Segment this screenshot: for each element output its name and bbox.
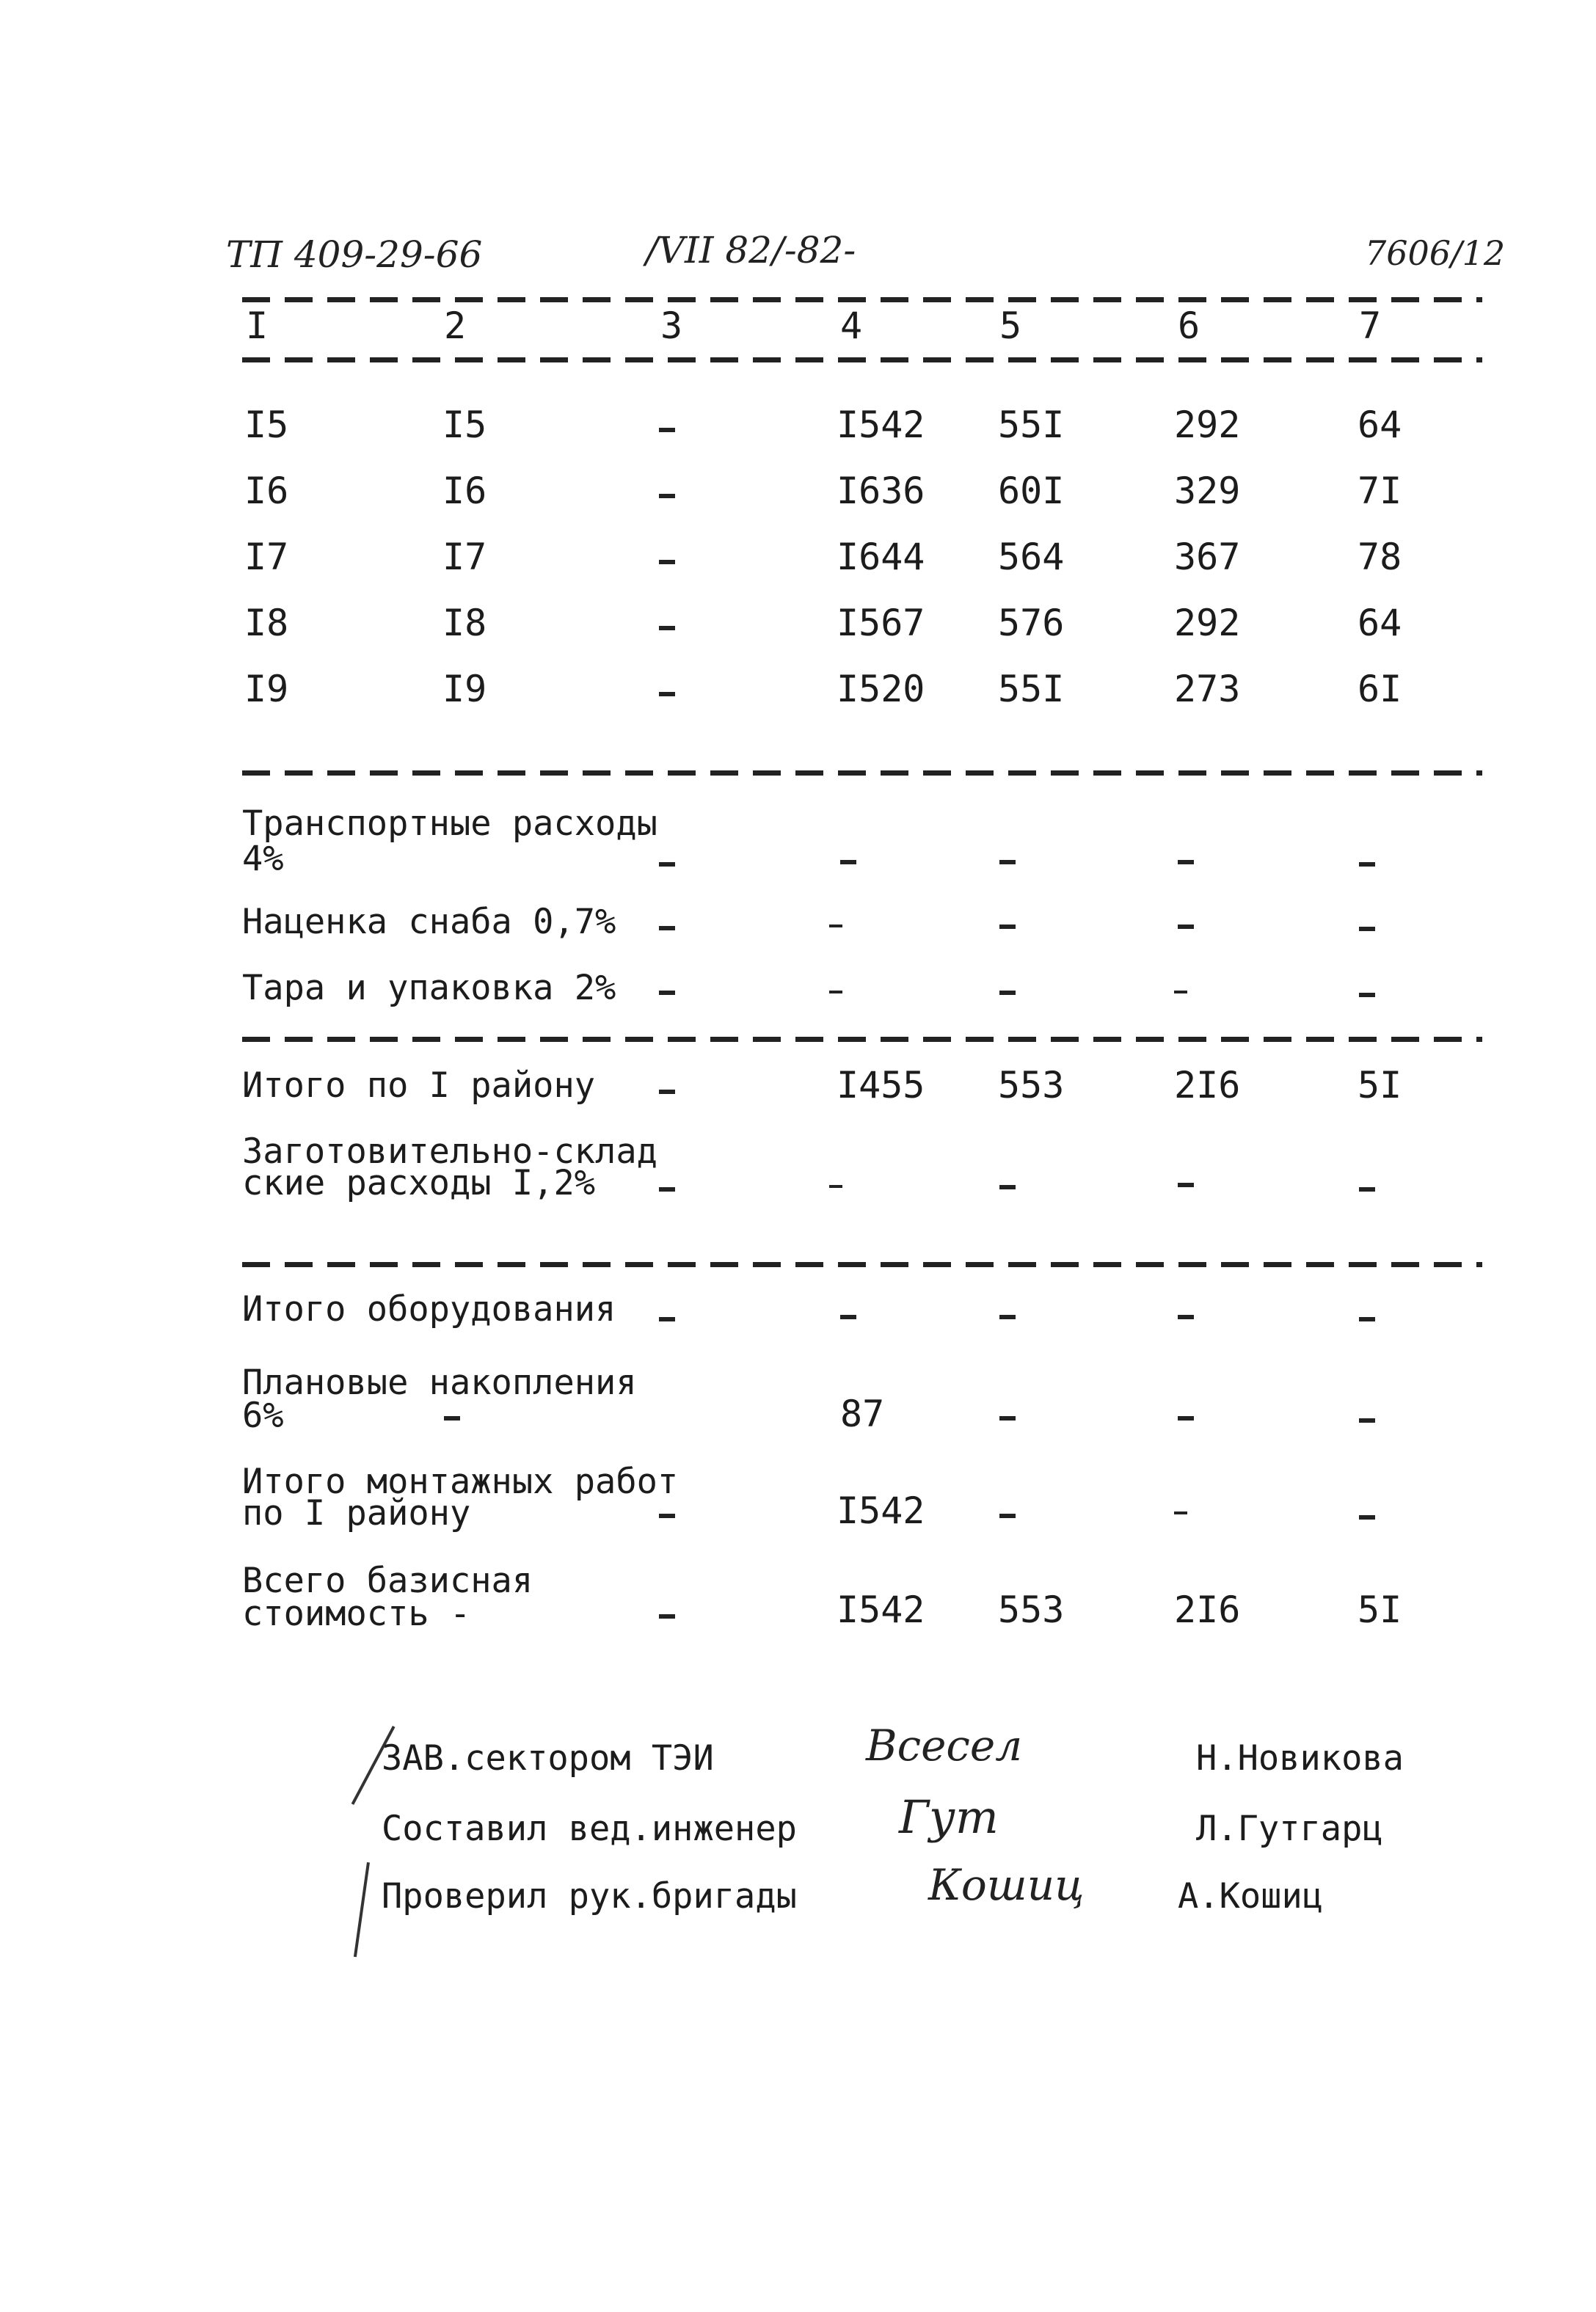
dash-mark: [1178, 1416, 1194, 1421]
cell: 78: [1358, 536, 1402, 578]
dash-mark: [1359, 927, 1375, 931]
item-label: Итого по I району: [242, 1065, 596, 1106]
dash-mark: [659, 926, 675, 930]
cell: I5: [442, 404, 487, 446]
dash-mark: [829, 1185, 842, 1188]
cell: 5I: [1358, 1064, 1402, 1106]
item-label: 6%: [242, 1396, 284, 1436]
dash-mark: [999, 1315, 1016, 1319]
dash-mark: [1359, 1317, 1375, 1321]
cell: I8: [442, 602, 487, 644]
dash-mark: [1359, 1515, 1375, 1520]
cell: I636: [837, 470, 925, 512]
cell: I7: [442, 536, 487, 578]
cell: 87: [840, 1393, 885, 1435]
cell: 7I: [1358, 470, 1402, 512]
cell: I9: [244, 668, 289, 710]
item-label: Тара и упаковка 2%: [242, 968, 616, 1008]
cell: 292: [1174, 404, 1241, 446]
signatory-name: Н.Новикова: [1196, 1738, 1404, 1779]
dash-mark: [999, 991, 1016, 995]
dash-mark: [829, 991, 842, 993]
item-label: Заготовительно-склад: [242, 1131, 657, 1172]
cell: 55I: [998, 668, 1065, 710]
cell: I9: [442, 668, 487, 710]
dash-mark: [444, 1416, 460, 1421]
cell: 5I: [1358, 1589, 1402, 1631]
cell: 273: [1174, 668, 1241, 710]
item-label: 4%: [242, 839, 284, 879]
dash-mark: [659, 1614, 675, 1619]
cell: 55I: [998, 404, 1065, 446]
album-number: /VII 82/-82-: [646, 229, 856, 271]
dash-mark: [1178, 925, 1194, 929]
dash-mark: [659, 494, 675, 498]
dash-mark: [1178, 860, 1194, 864]
cell: I6: [244, 470, 289, 512]
col-header-2: 2: [444, 305, 467, 347]
dash-mark: [999, 1514, 1016, 1518]
cell: 576: [998, 602, 1065, 644]
signature-mark: Всесел: [866, 1721, 1023, 1771]
dash-mark: [1174, 991, 1187, 993]
cell: 6I: [1358, 668, 1402, 710]
cell: I455: [837, 1064, 925, 1106]
cell: I5: [244, 404, 289, 446]
dash-mark: [659, 560, 675, 564]
dash-mark: [659, 1317, 675, 1321]
item-label: ские расходы I,2%: [242, 1163, 596, 1203]
cell: 64: [1358, 404, 1402, 446]
cell: 60I: [998, 470, 1065, 512]
item-label: Транспортные расходы: [242, 803, 657, 844]
item-label: Итого оборудования: [242, 1289, 616, 1330]
cell: 553: [998, 1589, 1065, 1631]
dash-mark: [1359, 1418, 1375, 1423]
col-header-6: 6: [1178, 305, 1200, 347]
cell: I8: [244, 602, 289, 644]
item-label: Плановые накопления: [242, 1363, 637, 1403]
dash-mark: [659, 991, 675, 995]
doc-code: ТП 409-29-66: [226, 233, 483, 276]
dash-mark: [1359, 862, 1375, 867]
sheet-number: 7606/12: [1365, 233, 1506, 273]
dash-mark: [1178, 1183, 1194, 1187]
col-header-4: 4: [840, 305, 863, 347]
dash-mark: [659, 862, 675, 867]
item-label: Наценка снаба 0,7%: [242, 902, 616, 942]
cell: I644: [837, 536, 925, 578]
cell: 2I6: [1174, 1589, 1241, 1631]
dash-mark: [840, 860, 856, 864]
cell: 367: [1174, 536, 1241, 578]
dash-mark: [659, 692, 675, 696]
signature-role: Составил вед.инженер: [382, 1809, 797, 1849]
col-header-7: 7: [1359, 305, 1382, 347]
dash-mark: [999, 925, 1016, 929]
col-header-3: 3: [660, 305, 683, 347]
dash-mark: [999, 1416, 1016, 1421]
dash-mark: [659, 1187, 675, 1192]
dashed-rule: [242, 1037, 1482, 1042]
signature-role: ЗАВ.сектором ТЭИ: [382, 1738, 714, 1779]
dash-mark: [659, 1514, 675, 1518]
cell: I542: [837, 1589, 925, 1631]
cell: 292: [1174, 602, 1241, 644]
dash-mark: [659, 1090, 675, 1094]
cell: I7: [244, 536, 289, 578]
dashed-rule: [242, 297, 1482, 302]
dash-mark: [1178, 1315, 1194, 1319]
item-label: Итого монтажных работ: [242, 1462, 679, 1502]
item-label: Всего базисная: [242, 1561, 533, 1601]
dash-mark: [999, 1185, 1016, 1189]
cell: I520: [837, 668, 925, 710]
dash-mark: [840, 1315, 856, 1319]
dash-mark: [659, 428, 675, 432]
item-label: стоимость -: [242, 1594, 471, 1634]
cell: 553: [998, 1064, 1065, 1106]
cell: I542: [837, 1489, 925, 1532]
col-header-1: I: [246, 305, 269, 347]
dash-mark: [829, 925, 842, 927]
dash-mark: [1359, 993, 1375, 997]
cell: 329: [1174, 470, 1241, 512]
dash-mark: [659, 626, 675, 630]
item-label: по I району: [242, 1493, 471, 1534]
dash-mark: [1174, 1511, 1187, 1514]
col-header-5: 5: [999, 305, 1022, 347]
signature-role: Проверил рук.бригады: [382, 1876, 797, 1917]
cell: 64: [1358, 602, 1402, 644]
dash-mark: [999, 860, 1016, 864]
dashed-rule: [242, 357, 1482, 362]
signature-mark: Гут: [899, 1790, 999, 1844]
cell: I6: [442, 470, 487, 512]
cell: I567: [837, 602, 925, 644]
dash-mark: [1359, 1187, 1375, 1192]
pen-mark: [354, 1862, 370, 1957]
cell: 2I6: [1174, 1064, 1241, 1106]
cell: 564: [998, 536, 1065, 578]
dashed-rule: [242, 1262, 1482, 1267]
dashed-rule: [242, 770, 1482, 776]
signatory-name: Л.Гутгарц: [1196, 1809, 1383, 1849]
signature-mark: Кошиц: [928, 1860, 1085, 1910]
cell: I542: [837, 404, 925, 446]
signatory-name: А.Кошиц: [1178, 1876, 1324, 1917]
